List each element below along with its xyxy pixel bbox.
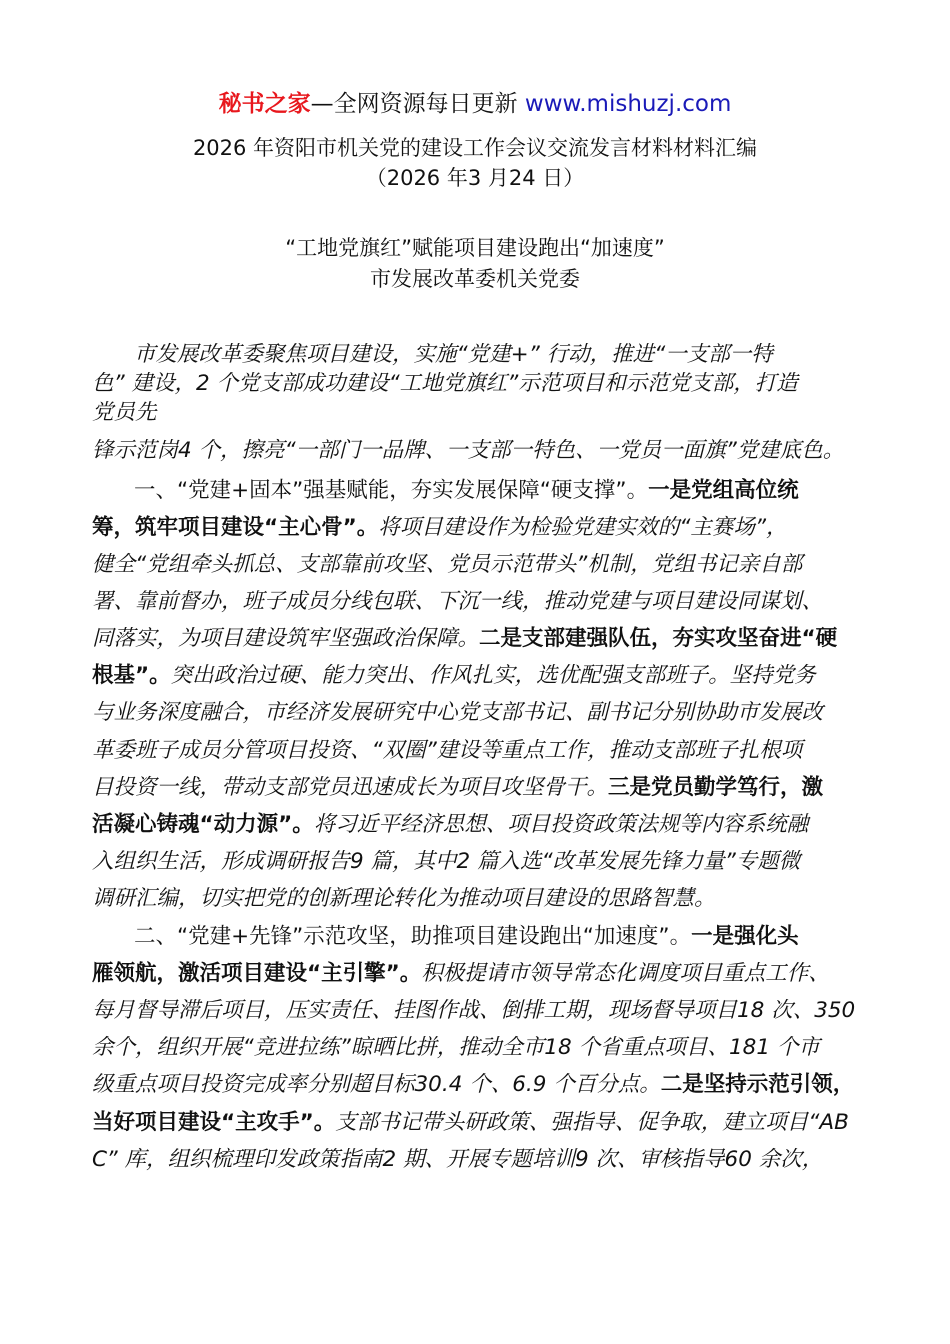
body-line	[134, 340, 914, 370]
body-line	[92, 513, 872, 543]
bold-heading-text: 二是支部建强队伍，夯实攻坚奋进“硬	[479, 626, 838, 651]
body-line	[134, 476, 914, 506]
body-text: 调研汇编，切实把党的创新理论转化为推动项目建设的思路智慧。	[92, 886, 716, 911]
brand-name: 秘书之家	[218, 91, 311, 117]
bold-heading-text: 三是党员勤学笃行，激	[608, 775, 824, 800]
body-text: 余个，组织开展“竞进拉练”晾晒比拼，推动全市18 个省重点项目、181 个市	[92, 1035, 820, 1060]
body-text: 每月督导滞后项目，压实责任、挂图作战、倒排工期，现场督导项目18 次、350	[92, 998, 856, 1023]
bold-heading-text: 二是坚持示范引领，	[660, 1072, 855, 1097]
bold-heading-text: 根基”。	[92, 663, 171, 688]
body-line	[92, 1070, 872, 1100]
bold-heading-text: 筹，筑牢项目建设“主心骨”。	[92, 515, 379, 540]
body-text: 色” 建设，2 个党支部成功建设“工地党旗红”示范项目和示范党支部，打造	[92, 371, 798, 396]
body-line	[92, 398, 872, 428]
bold-heading-text: 一是强化头	[691, 924, 799, 949]
document-date: （2026 年3 月24 日）	[365, 166, 585, 190]
bold-heading-text: 一是党组高位统	[648, 478, 799, 503]
body-text: 与业务深度融合，市经济发展研究中心党支部书记、副书记分别协助市发展改	[92, 700, 824, 725]
body-text: 将习近平经济思想、项目投资政策法规等内容系统融	[313, 812, 809, 837]
body-line	[92, 369, 872, 399]
body-line	[92, 1033, 872, 1063]
body-text: 突出政治过硬、能力突出、作风扎实，选优配强支部班子。坚持党务	[170, 663, 816, 688]
body-text: 革委班子成员分管项目投资、“双圈”建设等重点工作，推动支部班子扎根项	[92, 738, 803, 763]
body-line	[92, 847, 872, 877]
site-banner	[0, 88, 950, 120]
document-title: 2026 年资阳市机关党的建设工作会议交流发言材料材料汇编	[192, 136, 758, 160]
body-line	[92, 698, 872, 728]
body-text: C” 库，组织梳理印发政策指南2 期、开展专题培训9 次、审核指导60 余次，	[92, 1147, 824, 1172]
body-text: 健全“党组牵头抓总、支部靠前攻坚、党员示范带头”机制，党组书记亲自部	[92, 552, 803, 577]
body-text: 二、“党建+先锋”示范攻坚，助推项目建设跑出“加速度”。	[134, 924, 692, 949]
body-line	[92, 773, 872, 803]
body-text: 市发展改革委聚焦项目建设，实施“党建+” 行动，推进“一支部一特	[134, 342, 773, 367]
body-text: 入组织生活，形成调研报告9 篇，其中2 篇入选“改革发展先锋力量”专题微	[92, 849, 801, 874]
bold-heading-text: 雁领航，激活项目建设“主引擎”。	[92, 961, 422, 986]
body-line	[92, 587, 872, 617]
site-url-link[interactable]: www.mishuzj.com	[524, 91, 732, 117]
body-line	[92, 1145, 872, 1175]
body-line	[92, 884, 872, 914]
body-text: 积极提请市领导常态化调度项目重点工作、	[421, 961, 830, 986]
body-line	[92, 1108, 872, 1138]
body-text: 同落实，为项目建设筑牢坚强政治保障。	[92, 626, 480, 651]
body-line	[92, 661, 872, 691]
body-line	[92, 624, 872, 654]
bold-heading-text: 当好项目建设“主攻手”。	[92, 1110, 336, 1135]
body-text: 级重点项目投资完成率分别超目标30.4 个、6.9 个百分点。	[92, 1072, 661, 1097]
body-text: 党员先	[92, 400, 157, 425]
article-author: 市发展改革委机关党委	[370, 267, 580, 291]
body-line	[134, 922, 914, 952]
body-text: 支部书记带头研政策、强指导、促争取，建立项目“AB	[335, 1110, 849, 1135]
bold-heading-text: 活凝心铸魂“动力源”。	[92, 812, 314, 837]
body-line	[92, 736, 872, 766]
article-title: “工地党旗红”赋能项目建设跑出“加速度”	[285, 236, 665, 260]
body-line	[92, 810, 872, 840]
body-line	[92, 959, 872, 989]
body-text: 将项目建设作为检验党建实效的“主赛场”，	[378, 515, 788, 540]
banner-tagline: —全网资源每日更新	[310, 91, 518, 117]
body-text: 署、靠前督办，班子成员分线包联、下沉一线，推动党建与项目建设同谋划、	[92, 589, 824, 614]
body-text: 目投资一线，带动支部党员迅速成长为项目攻坚骨干。	[92, 775, 609, 800]
body-line	[92, 436, 872, 466]
body-line	[92, 996, 872, 1026]
body-line	[92, 550, 872, 580]
body-text: 一、“党建+固本”强基赋能，夯实发展保障“硬支撑”。	[134, 478, 649, 503]
body-text: 锋示范岗4 个，擦亮“一部门一品牌、一支部一特色、一党员一面旗”党建底色。	[92, 438, 845, 463]
